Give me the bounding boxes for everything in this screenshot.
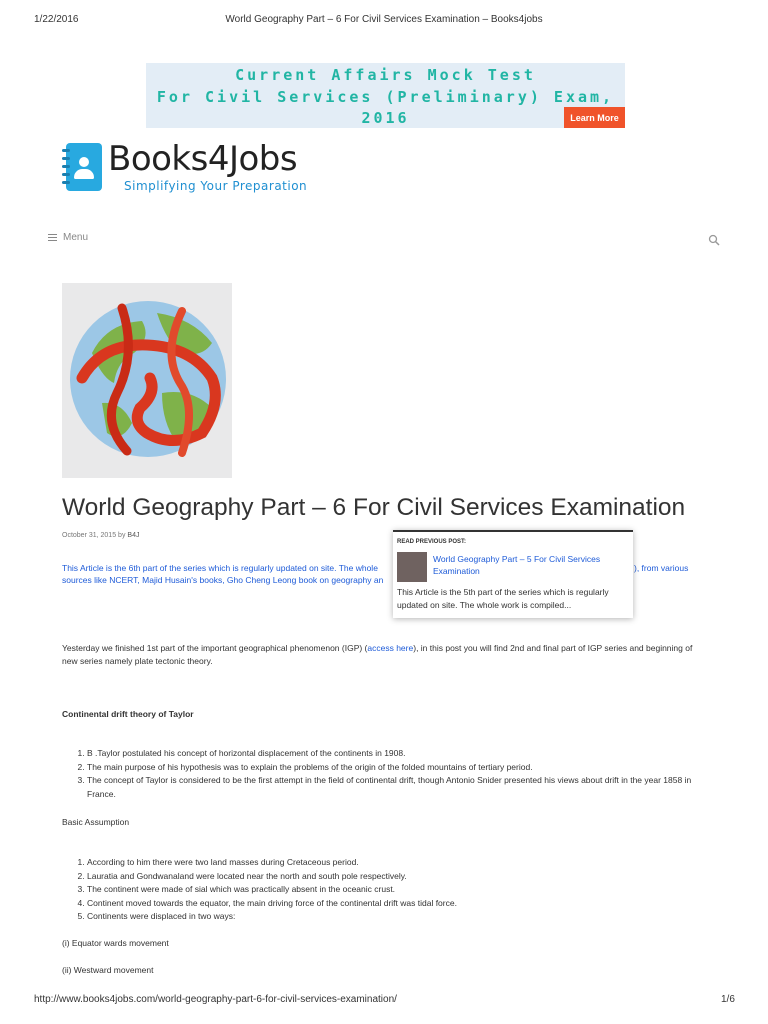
list-item: 1. B .Taylor postulated his concept of horizontal displacement of the continents in 1908.: [87, 747, 707, 761]
ad-banner[interactable]: [146, 63, 625, 128]
menu-toggle[interactable]: [48, 232, 88, 243]
previous-post-link[interactable]: World Geography Part – 5 For Civil Services Examination: [433, 554, 601, 576]
logo-wordmark: Books4Jobs: [108, 139, 298, 179]
user-book-icon: [66, 143, 102, 191]
search-icon[interactable]: [708, 233, 720, 245]
para-text-b: ), in this post you will find 2nd and final part of IGP series and beginning of new series namely plate tectonic theory.: [62, 643, 693, 666]
list-item: 5. Continents were displaced in two ways:: [87, 910, 707, 924]
globe-illustration: [62, 283, 232, 478]
banner-line-3: 2016: [361, 109, 410, 127]
page-url: http://www.books4jobs.com/world-geography-part-6-for-civil-services-examination/: [34, 994, 397, 1005]
print-date: 1/22/2016: [34, 14, 79, 25]
read-previous-card[interactable]: [393, 530, 633, 618]
previous-post-thumbnail[interactable]: [397, 552, 427, 582]
banner-line-1: Current Affairs Mock Test: [235, 66, 536, 84]
list-item: 2. The main purpose of his hypothesis was to explain the problems of the origin of the folded mountains of tertiary period.: [87, 761, 707, 775]
movement-1: (i) Equator wards movement: [62, 938, 169, 948]
post-by: by: [118, 532, 126, 539]
banner-line-2: For Civil Services (Preliminary) Exam,: [156, 88, 615, 106]
assumption-list: [62, 856, 707, 924]
intro-line-1: This Article is the 6th part of the series which is regularly updated on site. The whole: [62, 563, 378, 573]
section-heading: Continental drift theory of Taylor: [62, 709, 194, 719]
list-item: 4. Continent moved towards the equator, the main driving force of the continental drift was tidal force.: [87, 897, 707, 911]
page-number: 1/6: [721, 994, 735, 1005]
list-item: 1. According to him there were two land masses during Cretaceous period.: [87, 856, 707, 870]
read-previous-label: READ PREVIOUS POST:: [397, 539, 467, 545]
previous-post-excerpt: This Article is the 5th part of the series which is regularly updated on site. The whole work is compiled...: [397, 587, 609, 610]
para-text-a: Yesterday we finished 1st part of the important geographical phenomenon (IGP) (: [62, 643, 368, 653]
movement-2: (ii) Westward movement: [62, 965, 154, 975]
post-title: World Geography Part – 6 For Civil Services Examination: [62, 494, 686, 521]
learn-more-button[interactable]: Learn More: [564, 107, 625, 128]
access-here-link[interactable]: access here: [367, 643, 414, 653]
print-title: World Geography Part – 6 For Civil Services Examination – Books4jobs: [225, 14, 543, 25]
intro-tail: ), from various: [634, 563, 689, 573]
list-item: 2. Lauratia and Gondwanaland were located near the north and south pole respectively.: [87, 870, 707, 884]
list-item: 3. The continent were made of sial which was practically absent in the oceanic crust.: [87, 883, 707, 897]
intro-paragraph: [62, 642, 710, 668]
post-author[interactable]: B4J: [127, 532, 140, 539]
post-date[interactable]: October 31, 2015: [62, 532, 117, 539]
post-meta: [62, 532, 139, 539]
list-item: 3. The concept of Taylor is considered to be the first attempt in the field of continental drift, though Antonio Snider presented his views about drift in the year 1858 in France.: [87, 774, 707, 801]
hamburger-icon: [48, 232, 57, 243]
featured-image: [62, 283, 232, 478]
taylor-points-list: [62, 747, 707, 801]
intro-line-2: sources like NCERT, Majid Husain's books, Gho Cheng Leong book on geography an: [62, 575, 384, 585]
logo-tagline: Simplifying Your Preparation: [124, 179, 308, 193]
site-logo[interactable]: [66, 139, 366, 195]
print-header: [0, 14, 768, 30]
basic-assumption-label: Basic Assumption: [62, 817, 130, 827]
menu-label: Menu: [63, 232, 89, 244]
